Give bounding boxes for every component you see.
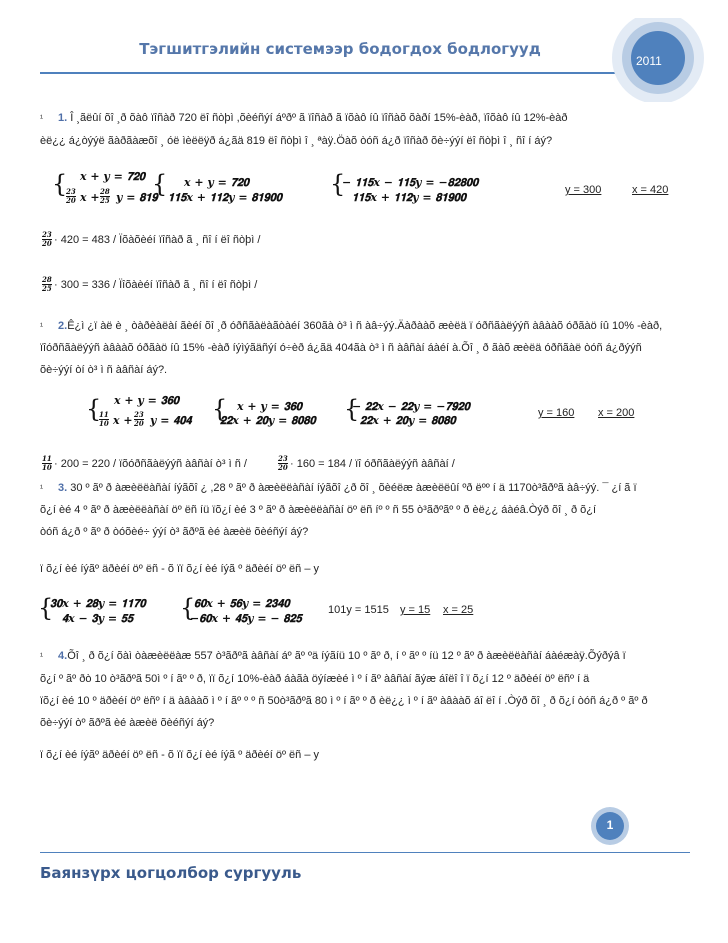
p3-answer-y: y = 15 — [400, 604, 431, 616]
brace: { — [52, 170, 68, 198]
problem-4-line-4: õè÷ýýí òº ãðºã èé àæèë õèéñýí áý? — [40, 717, 215, 729]
problem-1-line-1 — [58, 112, 568, 124]
year-badge-circle — [612, 18, 728, 102]
brace: { — [152, 170, 168, 198]
year-label: 2011 — [636, 54, 662, 68]
p1-sys3-eq2: 𝟏𝟏𝟓𝒙 + 𝟏𝟏𝟐𝒚 = 𝟖𝟏𝟗𝟎𝟎 — [352, 191, 466, 204]
p1-calc1-text: · 420 = 483 / Ïõàõèéí ïîñàð ã ¸ ñî í ëî ñòþì / — [54, 234, 261, 246]
p1-sys1-frac-a: $\frac{23}{20}$ — [66, 187, 76, 205]
p2-calc2-frac: $\frac{23}{20}$ — [278, 454, 288, 472]
problem-4-text-1: Õî ¸ ð õ¿í õàì òàæèëëàæ 557 ò³ãðºã àâñàí áº ãº ºä íýãíü 10 º ãº ð, í º ãº º íü 12 º ãº ð àæèëëàñàí áàéæàÿ.Õýðýâ ï — [67, 650, 626, 662]
p1-answer-x: x = 420 — [632, 184, 669, 196]
problem-2-text-1: Ê¿ì ¿ï àë è ¸ òàðèàëàí ãèéí õî ¸ð óðñãàëàãòàéí 360ãà ò³ ì ñ àâ÷ýý.Äàðààõ æèëä ï óðñãàëýýñ àâààõ óðãàö íû 10% -èàð, — [67, 320, 663, 332]
problem-4-number: 4. — [58, 650, 68, 662]
problem-2-line-2: ïîóðñãàëýýñ àâààõ óðãàö íû 15% -èàð íýìýãäñýí ó÷èð á¿ãä 404ãà ò³ ì ñ àâñàí áàéí à.Õî ¸ ð ãàõ æèëä óðñãàë òóñ á¿ðýýñ — [40, 342, 642, 354]
p1-calc2-frac: $\frac{28}{25}$ — [42, 275, 52, 293]
p1-sys1-eq2-x: 𝒙 + — [80, 191, 100, 204]
brace: { — [180, 594, 196, 622]
brace: { — [86, 395, 102, 423]
p3-answer-x: x = 25 — [443, 604, 474, 616]
p2-sys3-eq1: − 𝟐𝟐𝒙 − 𝟐𝟐𝒚 = −𝟕𝟗𝟐𝟎 — [352, 400, 470, 413]
problem-1-line-2: èë¿¿ á¿òýýë ãàðãàæõî ¸ óë ìèëëÿð á¿ãä 819 ëî ñòþì î ¸ ªàÿ.Öàõ òóñ á¿ð ïîñàð õè÷ýýí ëî ñòþì î ¸ ñî í áý? — [40, 135, 553, 147]
p1-calc2-text: · 300 = 336 / Ïîõàèéí ïîñàð ã ¸ ñî í ëî ñòþì / — [54, 279, 258, 291]
problem-3-text-1: 30 º ãº ð àæèëëàñàí íýãõî ¿ ,28 º ãº ð àæèëëàñàí íýãõî ¿ð õî ¸ õèéëæ àæèëëûí ºð ëºº í ä 1170ò³ãðºã àâ÷ýý. ¯ ¿í ã ï — [67, 482, 637, 494]
brace: { — [212, 395, 228, 423]
problem-3-line-3: òóñ á¿ð º ãº ð òóõèé÷ ýýí ò³ ãðºã èé àæèë õèéñýí áý? — [40, 526, 309, 538]
bullet-4: ¹ — [40, 651, 43, 661]
p2-answer-x: x = 200 — [598, 407, 635, 419]
p1-sys1-eq2-y: 𝒚 = 𝟖𝟏𝟗 — [116, 191, 158, 204]
p3-sys1-eq1: 𝟑𝟎𝒙 + 𝟐𝟖𝒚 = 𝟏𝟏𝟕𝟎 — [50, 597, 146, 610]
p1-answer-y: y = 300 — [565, 184, 602, 196]
p1-sys2-eq2: 𝟏𝟏𝟓𝒙 + 𝟏𝟏𝟐𝒚 = 𝟖𝟏𝟗𝟎𝟎 — [168, 191, 282, 204]
problem-1-number: 1. — [58, 112, 68, 124]
brace: { — [38, 594, 54, 622]
problem-4-line-3: ïõ¿í èé 10 º äðèéí öº ëñº í ä àâààõ ì º í ãº º º ñ 50ò³ãðºã 80 ì º í ãº º ð èë¿¿ ì º í ãº àâààõ áî ëî í .Òýð õî ¸ ð õ¿í òóñ á¿ð º ãº ð — [40, 695, 648, 707]
brace: { — [330, 170, 346, 198]
p2-calc2-text: · 160 = 184 / ïî óðñãàëýýñ àâñàí / — [290, 458, 455, 470]
problem-2-line-3: õè÷ýýí òí ò³ ì ñ àâñàí áý?. — [40, 364, 168, 376]
p3-sys1-eq2: 𝟒𝒙 − 𝟑𝒚 = 𝟓𝟓 — [62, 612, 134, 625]
p2-sys2-eq2: 𝟐𝟐𝒙 + 𝟐𝟎𝒚 = 𝟖𝟎𝟖𝟎 — [220, 414, 316, 427]
bullet-1: ¹ — [40, 113, 43, 123]
bullet-3: ¹ — [40, 483, 43, 493]
p1-sys1-frac-b: $\frac{28}{25}$ — [100, 187, 110, 205]
problem-3-line-2: õ¿í èé 4 º ãº ð àæèëëàñàí öº ëñ íü ïõ¿í èé 3 º ãº ð àæèëëàñàí öº ëñ íº º ñ 55 ò³ãðºãº º ð èë¿¿ áàéâ.Òýð õî ¸ ð õ¿í — [40, 504, 597, 516]
problem-2-line-1 — [58, 320, 662, 332]
p1-sys2-eq1: 𝒙 + 𝒚 = 𝟕𝟐𝟎 — [184, 176, 250, 189]
footer-rule — [40, 852, 690, 853]
problem-2-number: 2. — [58, 320, 68, 332]
p1-calc1-frac: $\frac{23}{20}$ — [42, 230, 52, 248]
problem-1-text-1: Î ¸ãëûí õî ¸ð õàô ïîñàð 720 ëî ñòþì ,õèéñýí áºðº ã ïîñàð ã ïõàô íû ïîñàõ õàðí 15%-èàð, ïîõàô íû 12%-èàð — [67, 112, 568, 124]
p1-sys3-eq1: − 𝟏𝟏𝟓𝒙 − 𝟏𝟏𝟓𝒚 = −𝟖𝟐𝟖𝟎𝟎 — [342, 176, 479, 189]
footer-school-name: Баянзүрх цогцолбор сургууль — [40, 864, 302, 882]
p1-sys1-eq1: 𝒙 + 𝒚 = 𝟕𝟐𝟎 — [80, 170, 146, 183]
problem-3-number: 3. — [58, 482, 68, 494]
page-number: 1 — [606, 818, 614, 832]
p2-sys1-frac-a: $\frac{11}{10}$ — [99, 410, 109, 428]
header-rule — [40, 72, 640, 74]
problem-4-line-5: ï õ¿í èé íýãº äðèéí öº ëñ - õ ïï õ¿í èé íýã º äðèéí öº ëñ – y — [40, 749, 320, 761]
p3-sys2-eq1: 𝟔𝟎𝒙 + 𝟓𝟔𝒚 = 𝟐𝟑𝟒𝟎 — [194, 597, 290, 610]
p2-sys3-eq2: 𝟐𝟐𝒙 + 𝟐𝟎𝒚 = 𝟖𝟎𝟖𝟎 — [360, 414, 456, 427]
problem-3-line-1 — [58, 482, 637, 494]
page-header-title: Тэгшитгэлийн системээр бодогдох бодлогууд — [139, 40, 541, 58]
p2-sys1-eq1: 𝒙 + 𝒚 = 𝟑𝟔𝟎 — [114, 394, 180, 407]
bullet-2: ¹ — [40, 321, 43, 331]
problem-3-line-4: ï õ¿í èé íýãº äðèéí öº ëñ - õ ïï õ¿í èé íýã º äðèéí öº ëñ – y — [40, 563, 320, 575]
problem-4-line-2: õ¿í º ãº ðò 10 ò³ãðºã 50ì º í ãº º ð, ïï õ¿í 10%-èàð áàãà öýíæèé ì º í ãº àâñàí ãýæ áîëî î ï õ¿í 12 º äðèéí öº ëñº í ä — [40, 673, 590, 685]
p2-sys1-eq2-y: 𝒚 = 𝟒𝟎𝟒 — [150, 414, 192, 427]
p3-answer-101y: 101y = 1515 — [328, 604, 389, 616]
brace: { — [344, 395, 360, 423]
p2-calc1-frac: $\frac{11}{10}$ — [42, 454, 52, 472]
p2-sys1-frac-b: $\frac{23}{20}$ — [134, 410, 144, 428]
problem-4-line-1 — [58, 650, 626, 662]
p2-calc1-text: · 200 = 220 / ïõóðñãàëýýñ àâñàí ò³ ì ñ / — [54, 458, 247, 470]
p2-sys2-eq1: 𝒙 + 𝒚 = 𝟑𝟔𝟎 — [237, 400, 303, 413]
p3-sys2-eq2: −𝟔𝟎𝒙 + 𝟒𝟓𝒚 = − 𝟖𝟐𝟓 — [190, 612, 302, 625]
p2-sys1-eq2-x: 𝒙 + — [113, 414, 133, 427]
p2-answer-y: y = 160 — [538, 407, 575, 419]
